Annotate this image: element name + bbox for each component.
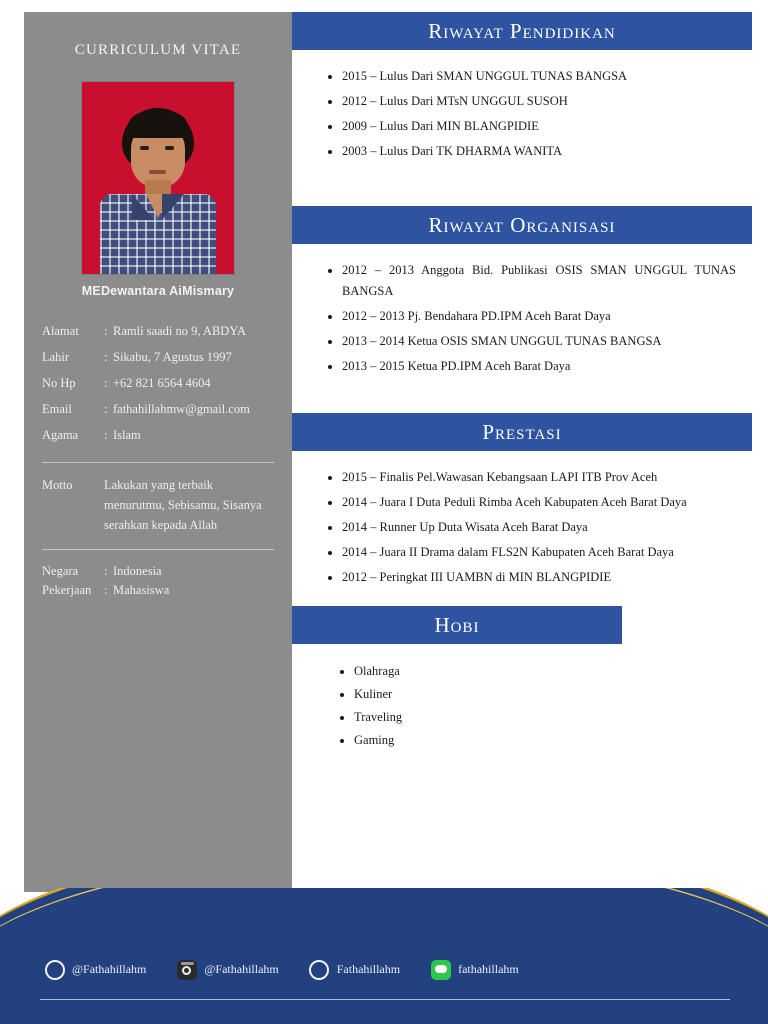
info-separator: :: [104, 402, 108, 416]
spacer: [292, 180, 752, 206]
info-row: [42, 370, 274, 396]
section-body-organisasi: [292, 244, 752, 395]
list-item: • 2013 – 2015 Ketua PD.IPM Aceh Barat Daya: [342, 356, 748, 377]
info-value: +62 821 6564 4604: [113, 376, 211, 390]
personal-info-table: [42, 318, 274, 448]
social-label: Fathahillahm: [336, 962, 401, 976]
motto-block: [42, 475, 274, 535]
info-separator: :: [104, 564, 108, 578]
list-item: • 2012 – Peringkat III UAMBN di MIN BLANGPIDIE: [342, 567, 748, 588]
list-hobi: [296, 660, 748, 751]
info-separator: :: [104, 376, 108, 390]
portrait-collar-left: [132, 194, 154, 220]
facebook-circle-icon: [309, 959, 330, 980]
portrait-eye-left: [140, 146, 149, 150]
content-panel: [292, 12, 752, 766]
social-link-instagram[interactable]: [176, 959, 278, 980]
spacer: [292, 395, 752, 413]
portrait-hair-front: [127, 112, 189, 138]
social-label: @Fathahillahm: [204, 962, 279, 976]
list-item: • 2014 – Juara I Duta Peduli Rimba Aceh Kabupaten Aceh Barat Daya: [342, 492, 748, 513]
list-item: • 2015 – Lulus Dari SMAN UNGGUL TUNAS BANGSA: [342, 66, 748, 87]
sidebar-footer-info: [42, 562, 274, 600]
info-value: Islam: [113, 428, 141, 442]
list-organisasi: [296, 260, 748, 377]
info-separator: :: [104, 428, 108, 442]
portrait-eye-right: [165, 146, 174, 150]
motto-label: Motto: [42, 478, 73, 492]
info-row: [42, 562, 274, 581]
list-item: • 2014 – Juara II Drama dalam FLS2N Kabupaten Aceh Barat Daya: [342, 542, 748, 563]
section-header-hobi: Hobi: [292, 606, 622, 644]
twitter-circle-icon: [44, 959, 65, 980]
info-row: [42, 422, 274, 448]
social-links-row: [44, 959, 728, 980]
social-link-twitter[interactable]: [44, 959, 146, 980]
list-item: • Kuliner: [354, 683, 748, 705]
info-label: Email: [42, 402, 72, 416]
list-item: • 2014 – Runner Up Duta Wisata Aceh Barat Daya: [342, 517, 748, 538]
portrait-mouth: [149, 170, 166, 174]
info-label: Alamat: [42, 324, 79, 338]
list-item: • 2012 – 2013 Anggota Bid. Publikasi OSIS SMAN UNGGUL TUNAS BANGSA: [342, 260, 748, 302]
divider: [42, 462, 274, 463]
social-link-facebook[interactable]: [309, 959, 400, 980]
list-item: • 2009 – Lulus Dari MIN BLANGPIDIE: [342, 116, 748, 137]
section-body-pendidikan: [292, 50, 752, 180]
info-value: Indonesia: [113, 564, 162, 578]
list-item: • Olahraga: [354, 660, 748, 682]
divider: [42, 549, 274, 550]
info-row: [42, 396, 274, 422]
section-header-prestasi: Prestasi: [292, 413, 752, 451]
info-label: Negara: [42, 564, 79, 578]
list-item: • 2013 – 2014 Ketua OSIS SMAN UNGGUL TUNAS BANGSA: [342, 331, 748, 352]
social-label: @Fathahillahm: [72, 962, 147, 976]
section-header-organisasi: Riwayat Organisasi: [292, 206, 752, 244]
list-item: • 2015 – Finalis Pel.Wawasan Kebangsaan LAPI ITB Prov Aceh: [342, 467, 748, 488]
info-value: Sikabu, 7 Agustus 1997: [113, 350, 232, 364]
person-name: MEDewantara AiMismary: [81, 284, 235, 298]
list-item: • Traveling: [354, 706, 748, 728]
social-link-line[interactable]: [430, 959, 519, 980]
avatar: [81, 81, 235, 275]
instagram-icon: [176, 959, 197, 980]
info-label: Pekerjaan: [42, 583, 92, 597]
info-label: Agama: [42, 428, 79, 442]
portrait-collar-right: [162, 194, 184, 220]
info-value: Mahasiswa: [113, 583, 170, 597]
list-pendidikan: [296, 66, 748, 162]
info-label: No Hp: [42, 376, 76, 390]
info-label: Lahir: [42, 350, 70, 364]
footer-divider: [40, 999, 730, 1000]
list-item: • 2012 – 2013 Pj. Bendahara PD.IPM Aceh Barat Daya: [342, 306, 748, 327]
motto-text: Lakukan yang terbaik menurutmu, Sebisamu, Sisanya serahkan kepada Allah: [104, 478, 262, 532]
page-title: CURRICULUM VITAE: [74, 42, 242, 58]
section-body-hobi: [292, 644, 752, 766]
page-footer: [0, 888, 768, 1024]
info-separator: :: [104, 583, 108, 597]
social-label: fathahillahm: [458, 962, 519, 976]
info-row: [42, 344, 274, 370]
info-row: [42, 581, 274, 600]
section-body-prestasi: [292, 451, 752, 606]
footer-arc-highlight: [0, 888, 768, 1024]
info-value-email: fathahillahmw@gmail.com: [113, 402, 250, 416]
info-separator: :: [104, 324, 108, 338]
line-icon: [430, 959, 451, 980]
list-item: • 2003 – Lulus Dari TK DHARMA WANITA: [342, 141, 748, 162]
list-prestasi: [296, 467, 748, 588]
info-separator: :: [104, 350, 108, 364]
info-value: Ramli saadi no 9, ABDYA: [113, 324, 246, 338]
sidebar-panel: [24, 12, 292, 892]
section-header-pendidikan: Riwayat Pendidikan: [292, 12, 752, 50]
info-row: [42, 318, 274, 344]
list-item: • 2012 – Lulus Dari MTsN UNGGUL SUSOH: [342, 91, 748, 112]
list-item: • Gaming: [354, 729, 748, 751]
